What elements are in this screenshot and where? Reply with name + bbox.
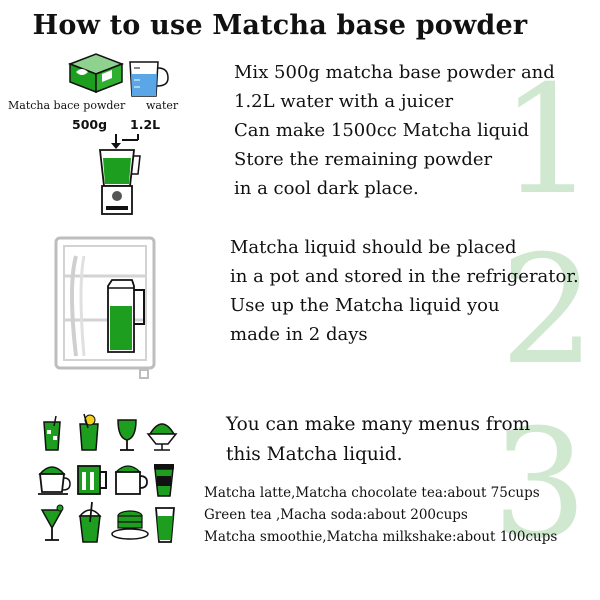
step-1-line: in a cool dark place.: [234, 178, 419, 199]
step-3-line: You can make many menus from: [226, 414, 531, 435]
step-1-text: [234, 58, 555, 203]
step-2-line: Matcha liquid should be placed: [230, 237, 517, 258]
lemon-soda-icon: [80, 414, 98, 450]
beer-mug-icon: [78, 466, 106, 494]
step-2-text: [230, 233, 579, 349]
pancake-icon: [112, 511, 148, 539]
powder-amount: 500g: [72, 117, 108, 132]
latte-cup-icon: [38, 467, 70, 494]
water-label: water: [146, 99, 179, 112]
iced-glass-icon: [44, 416, 60, 450]
step-number-2: 2: [500, 224, 596, 398]
step-1-line: Store the remaining powder: [234, 149, 493, 170]
cocktail-glass-icon: [42, 505, 63, 540]
menu-icon-grid: [36, 412, 186, 552]
step-1-line: Mix 500g matcha base powder and: [234, 62, 555, 83]
bubble-tea-icon: [80, 502, 100, 542]
step-number-3: 3: [492, 398, 588, 572]
tall-glass-icon: [156, 508, 174, 542]
step-3-line: this Matcha liquid.: [226, 444, 403, 465]
powder-label: Matcha bace powder: [8, 99, 126, 112]
page-title: How to use Matcha base powder: [32, 10, 528, 41]
takeaway-cup-icon: [154, 464, 174, 496]
menu-list-item: Matcha latte,Matcha chocolate tea:about 75cups: [204, 485, 540, 501]
wine-glass-icon: [118, 420, 136, 450]
menu-list-item: Green tea ,Macha soda:about 200cups: [204, 507, 468, 523]
menu-list: [204, 482, 557, 548]
coffee-mug-icon: [116, 466, 147, 494]
step-1-line: 1.2L water with a juicer: [234, 91, 454, 112]
shaved-ice-icon: [148, 424, 176, 450]
measuring-cup-icon: [126, 60, 170, 100]
step-1-line: Can make 1500cc Matcha liquid: [234, 120, 530, 141]
step-2-line: made in 2 days: [230, 324, 368, 345]
menu-list-item: Matcha smoothie,Matcha milkshake:about 100cups: [204, 529, 558, 545]
water-amount: 1.2L: [130, 117, 161, 132]
step-2-line: Use up the Matcha liquid you: [230, 295, 500, 316]
blender-icon: [94, 148, 144, 218]
matcha-powder-box-icon: [66, 50, 126, 94]
step-number-1: 1: [500, 54, 596, 228]
step-3-text: [226, 410, 530, 470]
step-2-line: in a pot and stored in the refrigerator.: [230, 266, 579, 287]
jug-icon: [104, 276, 148, 356]
